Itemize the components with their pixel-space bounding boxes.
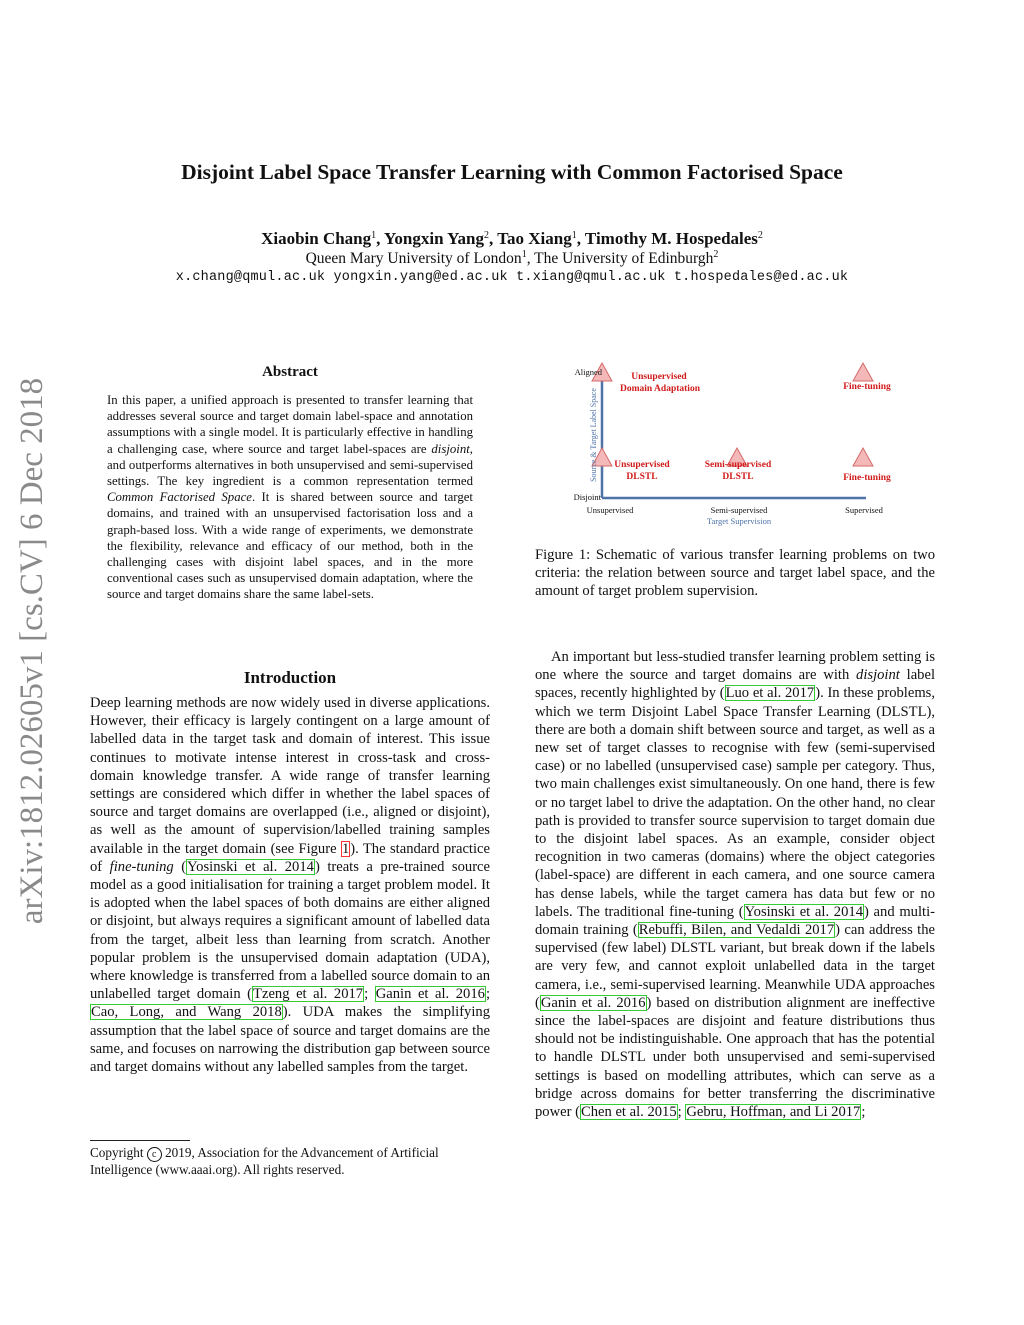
x-tick-supervised: Supervised [845, 505, 883, 515]
abstract-text: In this paper, a unified approach is presented to transfer learning that addresses several source and target domain label-space and annotation assumptions with a single model. It is particularly effective in handling a challenging case, where source and target label-spaces are [107, 393, 473, 456]
figure-1-caption: Figure 1: Schematic of various transfer learning problems on two criteria: the relation between source and target label space, and the amount of target problem supervision. [535, 547, 935, 600]
intro-emphasis: fine-tuning [109, 858, 174, 875]
author-name: Tao Xiang [497, 229, 572, 248]
body-text: ) can address the supervised (few label) DLSTL variant, but break down if the labels are very few, and cannot exploit unlabelled data in the target camera, i.e., semi-supervised learning. Meanwhile UDA approaches ( [535, 922, 935, 1011]
x-tick-unsupervised: Unsupervised [586, 505, 634, 515]
footnote-divider [90, 1140, 190, 1141]
citation-link[interactable]: Yosinski et al. 2014 [744, 903, 863, 920]
paper-title: Disjoint Label Space Transfer Learning with Common Factorised Space [181, 160, 843, 184]
intro-text: ( [173, 858, 187, 875]
citation-link[interactable]: Rebuffi, Bilen, and Vedaldi 2017 [638, 922, 835, 939]
label-uda-line1: Unsupervised [631, 372, 687, 382]
right-column-body [535, 648, 935, 1121]
author-sup: 2 [757, 230, 763, 241]
body-text: ). In these problems, which we term Disjoint Label Space Transfer Learning (DLSTL), there are both a domain shift between source and target, as well as a new set of target classes to recognise with few (semi-supervised case) or no labelled (unsupervised case) sample per category. Thus, two main challenges exist simultaneously. On one hand, there is few or no target label to drive the adaptation. On the other hand, no clear path is provided to transfer source supervision to target domain due to the disjoint label spaces. As an example, consider object recognition in two cameras (domains) where the object categories (label-space) are different in each camera, and one source camera has dense labels, while the target camera has data but few or no labels. The traditional fine-tuning ( [535, 685, 936, 920]
intro-text: ) treats a pre-trained source model as a good initialisation for training a target problem model. It is adopted when the label spaces of both domains are either aligned or disjoint, but always requires a significant amount of labelled data from the target, albeit less than learning from scratch. Another popular problem is the unsupervised domain adaptation (UDA), where knowledge is transferred from a labelled source domain to an unlabelled target domain ( [90, 858, 491, 1003]
footnote-text: Copyright [90, 1145, 147, 1160]
body-emphasis: disjoint [856, 667, 900, 684]
author-sup: 1 [371, 230, 377, 241]
abstract-emphasis: Common Factorised Space [107, 490, 252, 505]
affiliation-sup: 1 [521, 249, 527, 260]
citation-link[interactable]: Chen et al. 2015 [580, 1104, 677, 1121]
label-finetuning-bottom: Fine-tuning [843, 473, 891, 483]
intro-heading: Introduction [243, 668, 337, 687]
arxiv-stamp: arXiv:1812.02605v1 [cs.CV] 6 Dec 2018 [14, 377, 50, 925]
label-sdlstl-line2: DLSTL [722, 472, 754, 482]
author-emails: x.chang@qmul.ac.uk yongxin.yang@ed.ac.uk t.xiang@qmul.ac.uk t.hospedales@ed.ac.uk [175, 270, 849, 285]
intro-text: Deep learning methods are now widely used in diverse applications. However, their efficacy is largely contingent on a large amount of labelled data in the target task and domain of interest. This issue continues to motivate intense interest in cross-task and cross-domain knowledge transfer. A wide range of transfer learning settings are considered which differ in whether the label spaces of source and target domains are overlapped (i.e., aligned or disjoint), as well as the amount of supervision/labelled training samples available in the target domain (see Figure [90, 695, 490, 857]
marker-ft-bottom [853, 448, 873, 466]
citation-link[interactable]: Luo et al. 2017 [725, 685, 815, 702]
citation-link[interactable]: Gebru, Hoffman, and Li 2017 [686, 1104, 861, 1121]
x-tick-semi-supervised: Semi-supervised [710, 505, 768, 515]
abstract-body [107, 392, 473, 603]
affiliation-sup: 2 [713, 249, 719, 260]
body-text: ) based on distribution alignment are ineffective since the label-spaces are disjoint and feature distributions thus should not be indistinguishable. One approach that has the potential to handle DLSTL under both unsupervised and semi-supervised settings is based on modelling attributes, which can serve as a bridge across domains for better transferring the discriminative power ( [535, 994, 935, 1121]
abstract-heading: Abstract [262, 364, 318, 380]
abstract-text: . It is shared between source and target domains, and trained with an unsupervised factorisation loss and a graph-based loss. With a wide range of experiments, we demonstrate the flexibility, relevance and efficacy of our method, both in the challenging cases with disjoint label spaces, and in the more conventional cases such as unsupervised domain adaptation, where the source and target domains share the same label-sets. [107, 490, 473, 602]
marker-ft-top [853, 363, 873, 381]
intro-separator: ; [485, 986, 491, 1003]
abstract-text: , and outperforms alternatives in both unsupervised and semi-supervised settings. The key ingredient is a common representation termed [107, 441, 473, 489]
body-separator: ; [677, 1104, 686, 1121]
body-text: ) and multi-domain training ( [535, 903, 935, 939]
author-name: Yongxin Yang [384, 229, 485, 248]
intro-text: ). The standard practice of [90, 840, 490, 875]
author-name: Xiaobin Chang [261, 229, 372, 248]
label-udlstl-line1: Unsupervised [614, 460, 670, 470]
body-text: ; [861, 1104, 866, 1121]
author-sup: 2 [484, 230, 490, 241]
citation-link[interactable]: Cao, Long, and Wang 2018 [91, 1004, 282, 1021]
figure-link[interactable]: 1 [341, 840, 350, 857]
figure-1-schematic [570, 360, 910, 530]
author-name: Timothy M. Hospedales [584, 229, 758, 248]
body-text: label spaces, recently highlighted by ( [535, 667, 936, 702]
footnote-text: 2019, Association for the Advancement of Artificial Intelligence (www.aaai.org). All rights reserved. [90, 1145, 439, 1177]
y-tick-aligned: Aligned [574, 367, 602, 377]
author-list: Xiaobin Chang$^1$, Yongxin Yang$^2$, Tao Xiang$^1$, Timothy M. Hospedales$^2$ [261, 229, 763, 248]
label-uda-line2: Domain Adaptation [620, 384, 700, 394]
intro-body [90, 694, 490, 1076]
citation-link[interactable]: Tzeng et al. 2017 [253, 986, 364, 1003]
copyright-symbol: c [147, 1147, 162, 1162]
affiliations [0, 250, 1024, 268]
label-finetuning-top: Fine-tuning [843, 382, 891, 392]
y-axis-label: Source & Target Label Space [589, 388, 598, 482]
y-tick-disjoint: Disjoint [573, 492, 601, 502]
affiliation-2: , The University of Edinburgh [526, 250, 714, 267]
label-sdlstl-line1: Semi-supervised [704, 460, 772, 470]
intro-text: ). UDA makes the simplifying assumption that the label space of source and target domains are the same, and focuses on narrowing the distribution gap between source and target domains without any labelled samples from the target. [90, 1004, 490, 1076]
citation-link[interactable]: Ganin et al. 2016 [540, 994, 646, 1011]
body-text: An important but less-studied transfer learning problem setting is one where the source and target domains are with [535, 649, 935, 684]
abstract-emphasis: disjoint [431, 441, 470, 456]
citation-link[interactable]: Ganin et al. 2016 [375, 986, 485, 1003]
intro-separator: ; [364, 986, 375, 1003]
author-sup: 1 [571, 230, 577, 241]
label-udlstl-line2: DLSTL [626, 472, 658, 482]
copyright-footnote [90, 1145, 490, 1179]
x-axis-label: Target Supervision [706, 516, 772, 526]
affiliation-1: Queen Mary University of London [305, 250, 522, 267]
citation-link[interactable]: Yosinski et al. 2014 [187, 858, 314, 875]
